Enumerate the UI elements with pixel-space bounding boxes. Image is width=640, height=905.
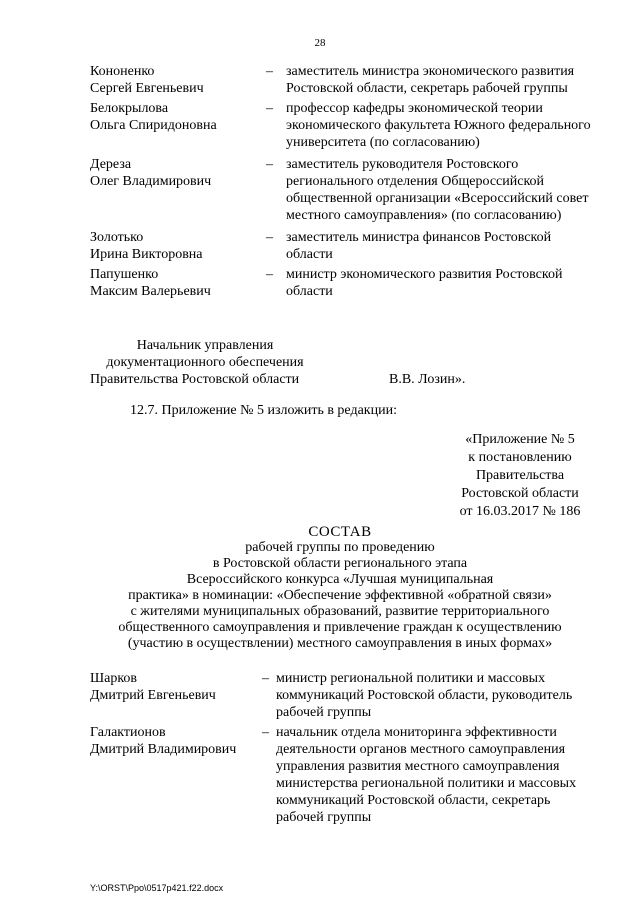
appendix-line: Правительства bbox=[475, 468, 565, 483]
member-name bbox=[90, 100, 270, 134]
member-name bbox=[90, 670, 270, 704]
member-name bbox=[90, 266, 270, 300]
desc-line: профессор кафедры экономической теории bbox=[286, 101, 543, 116]
member-given-names: Ольга Спиридоновна bbox=[90, 118, 217, 133]
file-path-footer: Y:\ORST\Ppo\0517p421.f22.docx bbox=[90, 883, 224, 893]
signature-position-last: Правительства Ростовской области bbox=[90, 372, 300, 387]
dash: – bbox=[266, 230, 273, 245]
member-name bbox=[90, 724, 270, 758]
paragraph-12-7: 12.7. Приложение № 5 изложить в редакции: bbox=[130, 403, 397, 418]
appendix-line: к постановлению bbox=[468, 450, 572, 465]
desc-line: университета (по согласованию) bbox=[286, 135, 480, 150]
desc-line: министр экономического развития Ростовской bbox=[286, 267, 563, 282]
desc-line: экономического факультета Южного федерального bbox=[286, 118, 591, 133]
desc-line: управления развития местного самоуправления bbox=[276, 759, 560, 774]
desc-line: заместитель министра финансов Ростовской bbox=[286, 230, 552, 245]
signature-position bbox=[90, 337, 320, 371]
desc-line: области bbox=[286, 247, 333, 262]
member-description bbox=[286, 100, 612, 151]
subtitle-line: с жителями муниципальных образований, развитие территориального bbox=[130, 604, 550, 619]
member-given-names: Ирина Викторовна bbox=[90, 247, 203, 262]
member-surname: Галактионов bbox=[90, 725, 166, 740]
member-description bbox=[286, 229, 612, 263]
subtitle-line: Всероссийского конкурса «Лучшая муниципальная bbox=[186, 572, 494, 587]
desc-line: коммуникаций Ростовской области, руководитель bbox=[276, 688, 573, 703]
member-surname: Кононенко bbox=[90, 64, 155, 79]
subtitle-line: общественного самоуправления и привлечение граждан к осуществлению bbox=[118, 620, 562, 635]
subtitle-line: в Ростовской области регионального этапа bbox=[212, 556, 468, 571]
member-row bbox=[90, 100, 612, 151]
composition-title: СОСТАВ bbox=[308, 524, 372, 540]
desc-line: начальник отдела мониторинга эффективности bbox=[276, 725, 557, 740]
desc-line: рабочей группы bbox=[276, 705, 372, 720]
dash: – bbox=[266, 64, 273, 79]
member-given-names: Сергей Евгеньевич bbox=[90, 81, 204, 96]
dash: – bbox=[266, 157, 273, 172]
member-row bbox=[90, 156, 612, 224]
appendix-header bbox=[440, 431, 600, 521]
appendix-line: «Приложение № 5 bbox=[465, 432, 575, 447]
member-description bbox=[286, 63, 612, 97]
dash: – bbox=[262, 671, 269, 686]
desc-line: регионального отделения Общероссийской bbox=[286, 174, 545, 189]
desc-line: министерства региональной политики и массовых bbox=[276, 776, 577, 791]
member-description bbox=[286, 156, 612, 224]
member-surname: Белокрылова bbox=[90, 101, 169, 116]
desc-line: заместитель руководителя Ростовского bbox=[286, 157, 519, 172]
composition-title-block bbox=[80, 524, 600, 652]
position-line: документационного обеспечения bbox=[106, 355, 304, 370]
member-row bbox=[90, 266, 612, 300]
desc-line: Ростовской области, секретарь рабочей группы bbox=[286, 81, 568, 96]
appendix-line: от 16.03.2017 № 186 bbox=[459, 504, 581, 519]
dash: – bbox=[266, 267, 273, 282]
member-description bbox=[276, 724, 612, 826]
desc-line: местного самоуправления» (по согласованию) bbox=[286, 208, 562, 223]
dash: – bbox=[266, 101, 273, 116]
desc-line: рабочей группы bbox=[276, 810, 372, 825]
desc-line: общественной организации «Всероссийский совет bbox=[286, 191, 589, 206]
subtitle-line: рабочей группы по проведению bbox=[245, 540, 435, 555]
desc-line: министр региональной политики и массовых bbox=[276, 671, 546, 686]
member-surname: Золотько bbox=[90, 230, 144, 245]
position-line: Начальник управления bbox=[136, 338, 274, 353]
member-name bbox=[90, 63, 270, 97]
desc-line: деятельности органов местного самоуправления bbox=[276, 742, 566, 757]
member-name bbox=[90, 229, 270, 263]
member-description bbox=[286, 266, 612, 300]
member-row bbox=[90, 63, 612, 97]
subtitle-line: практика» в номинации: «Обеспечение эффективной «обратной связи» bbox=[128, 588, 552, 603]
desc-line: заместитель министра экономического развития bbox=[286, 64, 575, 79]
member-surname: Шарков bbox=[90, 671, 138, 686]
member-row bbox=[90, 724, 612, 826]
desc-line: коммуникаций Ростовской области, секретарь bbox=[276, 793, 551, 808]
member-given-names: Олег Владимирович bbox=[90, 174, 212, 189]
dash: – bbox=[262, 725, 269, 740]
member-name bbox=[90, 156, 270, 190]
member-row bbox=[90, 670, 612, 721]
member-description bbox=[276, 670, 612, 721]
member-row bbox=[90, 229, 612, 263]
signatory-name: В.В. Лозин». bbox=[389, 372, 466, 387]
member-given-names: Максим Валерьевич bbox=[90, 284, 211, 299]
appendix-line: Ростовской области bbox=[461, 486, 579, 501]
member-surname: Дереза bbox=[90, 157, 132, 172]
member-given-names: Дмитрий Владимирович bbox=[90, 742, 237, 757]
member-surname: Папушенко bbox=[90, 267, 159, 282]
subtitle-line: (участию в осуществлении) местного самоуправления в иных формах» bbox=[127, 636, 553, 651]
member-given-names: Дмитрий Евгеньевич bbox=[90, 688, 216, 703]
page-number: 28 bbox=[314, 37, 326, 49]
desc-line: области bbox=[286, 284, 333, 299]
